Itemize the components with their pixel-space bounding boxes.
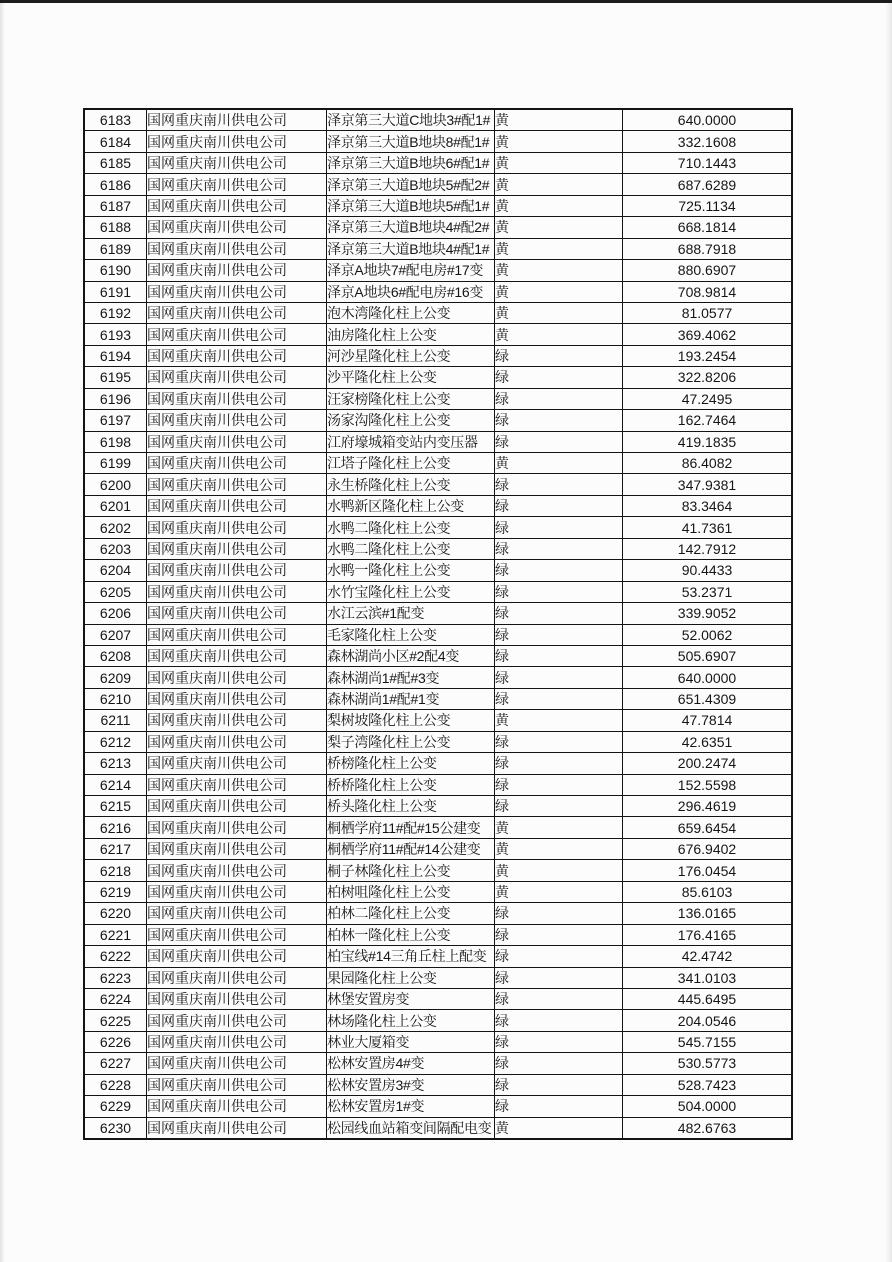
cell-status: 黄 (495, 881, 623, 902)
cell-station-name: 泽京第三大道B地块6#配1# (327, 152, 495, 173)
cell-value: 640.0000 (623, 667, 793, 688)
cell-row-number: 6184 (84, 131, 147, 152)
cell-station-name: 汤家沟隆化柱上公变 (327, 410, 495, 431)
table-row (84, 967, 792, 988)
cell-station-name: 梨树坡隆化柱上公变 (327, 710, 495, 731)
cell-value: 152.5598 (623, 774, 793, 795)
transformer-load-table (83, 108, 793, 1140)
cell-value: 369.4062 (623, 324, 793, 345)
table-row (84, 988, 792, 1009)
table-row (84, 688, 792, 709)
cell-row-number: 6193 (84, 324, 147, 345)
cell-station-name: 柏林一隆化柱上公变 (327, 924, 495, 945)
cell-value: 52.0062 (623, 624, 793, 645)
cell-status: 绿 (495, 431, 623, 452)
cell-station-name: 松林安置房1#变 (327, 1096, 495, 1117)
table-row (84, 109, 792, 131)
table-row (84, 174, 792, 195)
cell-value: 676.9402 (623, 838, 793, 859)
cell-value: 651.4309 (623, 688, 793, 709)
cell-station-name: 梨子湾隆化柱上公变 (327, 731, 495, 752)
cell-value: 528.7423 (623, 1074, 793, 1095)
cell-company: 国网重庆南川供电公司 (147, 624, 327, 645)
table-row (84, 345, 792, 366)
cell-status: 黄 (495, 1117, 623, 1139)
cell-station-name: 水鸭二隆化柱上公变 (327, 538, 495, 559)
cell-company: 国网重庆南川供电公司 (147, 667, 327, 688)
cell-company: 国网重庆南川供电公司 (147, 796, 327, 817)
cell-company: 国网重庆南川供电公司 (147, 688, 327, 709)
table-row (84, 581, 792, 602)
cell-company: 国网重庆南川供电公司 (147, 517, 327, 538)
cell-status: 绿 (495, 538, 623, 559)
cell-status: 黄 (495, 281, 623, 302)
table-row (84, 710, 792, 731)
cell-status: 黄 (495, 174, 623, 195)
cell-station-name: 柏林二隆化柱上公变 (327, 903, 495, 924)
table-row (84, 131, 792, 152)
cell-station-name: 泽京第三大道B地块8#配1# (327, 131, 495, 152)
cell-station-name: 油房隆化柱上公变 (327, 324, 495, 345)
cell-company: 国网重庆南川供电公司 (147, 174, 327, 195)
cell-value: 47.2495 (623, 388, 793, 409)
cell-status: 绿 (495, 988, 623, 1009)
cell-company: 国网重庆南川供电公司 (147, 238, 327, 259)
cell-station-name: 松林安置房3#变 (327, 1074, 495, 1095)
cell-status: 绿 (495, 1053, 623, 1074)
cell-value: 668.1814 (623, 217, 793, 238)
cell-station-name: 桐子林隆化柱上公变 (327, 860, 495, 881)
cell-station-name: 江府壕城箱变站内变压器 (327, 431, 495, 452)
table-row (84, 903, 792, 924)
cell-station-name: 泽京A地块7#配电房#17变 (327, 260, 495, 281)
cell-company: 国网重庆南川供电公司 (147, 217, 327, 238)
table-row (84, 946, 792, 967)
cell-company: 国网重庆南川供电公司 (147, 731, 327, 752)
cell-company: 国网重庆南川供电公司 (147, 345, 327, 366)
cell-row-number: 6222 (84, 946, 147, 967)
cell-station-name: 森林湖尚1#配#1变 (327, 688, 495, 709)
cell-value: 545.7155 (623, 1031, 793, 1052)
cell-row-number: 6203 (84, 538, 147, 559)
cell-row-number: 6212 (84, 731, 147, 752)
cell-value: 90.4433 (623, 560, 793, 581)
cell-row-number: 6211 (84, 710, 147, 731)
cell-company: 国网重庆南川供电公司 (147, 924, 327, 945)
table-row (84, 753, 792, 774)
table-row (84, 195, 792, 216)
cell-company: 国网重庆南川供电公司 (147, 495, 327, 516)
cell-status: 绿 (495, 581, 623, 602)
cell-company: 国网重庆南川供电公司 (147, 367, 327, 388)
cell-company: 国网重庆南川供电公司 (147, 710, 327, 731)
cell-status: 黄 (495, 860, 623, 881)
table-row (84, 860, 792, 881)
cell-company: 国网重庆南川供电公司 (147, 881, 327, 902)
cell-row-number: 6190 (84, 260, 147, 281)
cell-station-name: 泽京第三大道C地块3#配1# (327, 109, 495, 131)
cell-value: 505.6907 (623, 645, 793, 666)
cell-value: 42.4742 (623, 946, 793, 967)
cell-company: 国网重庆南川供电公司 (147, 302, 327, 323)
cell-station-name: 汪家榜隆化柱上公变 (327, 388, 495, 409)
cell-row-number: 6215 (84, 796, 147, 817)
cell-station-name: 泡木湾隆化柱上公变 (327, 302, 495, 323)
cell-value: 710.1443 (623, 152, 793, 173)
table-row (84, 881, 792, 902)
table-row (84, 667, 792, 688)
cell-company: 国网重庆南川供电公司 (147, 1117, 327, 1139)
page-right-edge-shadow (885, 0, 892, 1262)
table-row (84, 1096, 792, 1117)
cell-row-number: 6224 (84, 988, 147, 1009)
cell-status: 绿 (495, 903, 623, 924)
cell-value: 322.8206 (623, 367, 793, 388)
cell-status: 黄 (495, 195, 623, 216)
table-row (84, 260, 792, 281)
cell-station-name: 森林湖尚1#配#3变 (327, 667, 495, 688)
page-top-edge (0, 0, 892, 3)
cell-value: 504.0000 (623, 1096, 793, 1117)
cell-value: 688.7918 (623, 238, 793, 259)
table-row (84, 238, 792, 259)
cell-company: 国网重庆南川供电公司 (147, 860, 327, 881)
cell-row-number: 6192 (84, 302, 147, 323)
cell-station-name: 水鸭新区隆化柱上公变 (327, 495, 495, 516)
table-row (84, 924, 792, 945)
cell-row-number: 6229 (84, 1096, 147, 1117)
cell-value: 419.1835 (623, 431, 793, 452)
cell-station-name: 泽京A地块6#配电房#16变 (327, 281, 495, 302)
cell-value: 341.0103 (623, 967, 793, 988)
cell-row-number: 6230 (84, 1117, 147, 1139)
cell-status: 黄 (495, 453, 623, 474)
cell-row-number: 6227 (84, 1053, 147, 1074)
cell-row-number: 6198 (84, 431, 147, 452)
table-row (84, 538, 792, 559)
cell-value: 85.6103 (623, 881, 793, 902)
cell-value: 162.7464 (623, 410, 793, 431)
table-row (84, 603, 792, 624)
cell-status: 绿 (495, 731, 623, 752)
cell-station-name: 水竹宝隆化柱上公变 (327, 581, 495, 602)
cell-status: 绿 (495, 1031, 623, 1052)
cell-company: 国网重庆南川供电公司 (147, 946, 327, 967)
cell-row-number: 6219 (84, 881, 147, 902)
cell-status: 黄 (495, 217, 623, 238)
cell-status: 绿 (495, 688, 623, 709)
cell-status: 绿 (495, 753, 623, 774)
cell-company: 国网重庆南川供电公司 (147, 603, 327, 624)
cell-station-name: 果园隆化柱上公变 (327, 967, 495, 988)
cell-status: 绿 (495, 1096, 623, 1117)
cell-status: 黄 (495, 238, 623, 259)
cell-status: 绿 (495, 1074, 623, 1095)
cell-row-number: 6187 (84, 195, 147, 216)
table-row (84, 453, 792, 474)
cell-company: 国网重庆南川供电公司 (147, 152, 327, 173)
cell-value: 296.4619 (623, 796, 793, 817)
cell-row-number: 6199 (84, 453, 147, 474)
table-row (84, 796, 792, 817)
cell-station-name: 泽京第三大道B地块4#配2# (327, 217, 495, 238)
cell-company: 国网重庆南川供电公司 (147, 1053, 327, 1074)
table-row (84, 410, 792, 431)
cell-row-number: 6218 (84, 860, 147, 881)
cell-row-number: 6183 (84, 109, 147, 131)
cell-row-number: 6206 (84, 603, 147, 624)
cell-row-number: 6216 (84, 817, 147, 838)
cell-company: 国网重庆南川供电公司 (147, 817, 327, 838)
cell-company: 国网重庆南川供电公司 (147, 645, 327, 666)
cell-station-name: 柏宝线#14三角丘柱上配变 (327, 946, 495, 967)
cell-value: 530.5773 (623, 1053, 793, 1074)
cell-value: 332.1608 (623, 131, 793, 152)
cell-status: 黄 (495, 260, 623, 281)
cell-status: 绿 (495, 560, 623, 581)
cell-row-number: 6188 (84, 217, 147, 238)
cell-station-name: 柏树咀隆化柱上公变 (327, 881, 495, 902)
table-row (84, 1117, 792, 1139)
cell-status: 绿 (495, 967, 623, 988)
cell-status: 绿 (495, 410, 623, 431)
cell-status: 黄 (495, 324, 623, 345)
cell-company: 国网重庆南川供电公司 (147, 281, 327, 302)
cell-status: 绿 (495, 474, 623, 495)
cell-row-number: 6194 (84, 345, 147, 366)
table-row (84, 1010, 792, 1031)
cell-station-name: 松园线血站箱变间隔配电变 (327, 1117, 495, 1139)
cell-company: 国网重庆南川供电公司 (147, 1096, 327, 1117)
cell-status: 黄 (495, 817, 623, 838)
table-row (84, 281, 792, 302)
cell-company: 国网重庆南川供电公司 (147, 1031, 327, 1052)
cell-station-name: 水鸭二隆化柱上公变 (327, 517, 495, 538)
cell-company: 国网重庆南川供电公司 (147, 131, 327, 152)
cell-company: 国网重庆南川供电公司 (147, 474, 327, 495)
cell-value: 42.6351 (623, 731, 793, 752)
cell-company: 国网重庆南川供电公司 (147, 431, 327, 452)
cell-station-name: 林场隆化柱上公变 (327, 1010, 495, 1031)
table-row (84, 1074, 792, 1095)
cell-row-number: 6220 (84, 903, 147, 924)
table-row (84, 1031, 792, 1052)
cell-status: 绿 (495, 946, 623, 967)
cell-station-name: 泽京第三大道B地块5#配1# (327, 195, 495, 216)
cell-status: 黄 (495, 131, 623, 152)
cell-station-name: 河沙星隆化柱上公变 (327, 345, 495, 366)
cell-value: 687.6289 (623, 174, 793, 195)
table-row (84, 474, 792, 495)
cell-value: 81.0577 (623, 302, 793, 323)
cell-value: 176.0454 (623, 860, 793, 881)
cell-company: 国网重庆南川供电公司 (147, 1010, 327, 1031)
cell-value: 200.2474 (623, 753, 793, 774)
cell-station-name: 毛家隆化柱上公变 (327, 624, 495, 645)
cell-status: 绿 (495, 667, 623, 688)
cell-row-number: 6228 (84, 1074, 147, 1095)
cell-row-number: 6195 (84, 367, 147, 388)
cell-value: 347.9381 (623, 474, 793, 495)
table-row (84, 388, 792, 409)
cell-status: 黄 (495, 710, 623, 731)
cell-station-name: 林堡安置房变 (327, 988, 495, 1009)
cell-company: 国网重庆南川供电公司 (147, 324, 327, 345)
cell-station-name: 桥桥隆化柱上公变 (327, 774, 495, 795)
cell-status: 黄 (495, 109, 623, 131)
cell-status: 绿 (495, 367, 623, 388)
table-row (84, 1053, 792, 1074)
cell-company: 国网重庆南川供电公司 (147, 988, 327, 1009)
cell-row-number: 6205 (84, 581, 147, 602)
cell-station-name: 桐栖学府11#配#14公建变 (327, 838, 495, 859)
cell-station-name: 林业大厦箱变 (327, 1031, 495, 1052)
cell-value: 86.4082 (623, 453, 793, 474)
cell-station-name: 松林安置房4#变 (327, 1053, 495, 1074)
cell-value: 482.6763 (623, 1117, 793, 1139)
cell-value: 47.7814 (623, 710, 793, 731)
table-row (84, 217, 792, 238)
page-left-edge-shadow (0, 0, 5, 1262)
table-row (84, 324, 792, 345)
cell-value: 136.0165 (623, 903, 793, 924)
cell-station-name: 桥榜隆化柱上公变 (327, 753, 495, 774)
cell-company: 国网重庆南川供电公司 (147, 560, 327, 581)
cell-value: 725.1134 (623, 195, 793, 216)
cell-value: 204.0546 (623, 1010, 793, 1031)
table-row (84, 152, 792, 173)
cell-company: 国网重庆南川供电公司 (147, 967, 327, 988)
cell-company: 国网重庆南川供电公司 (147, 774, 327, 795)
cell-value: 142.7912 (623, 538, 793, 559)
cell-company: 国网重庆南川供电公司 (147, 538, 327, 559)
cell-row-number: 6185 (84, 152, 147, 173)
cell-company: 国网重庆南川供电公司 (147, 838, 327, 859)
cell-value: 708.9814 (623, 281, 793, 302)
table-row (84, 731, 792, 752)
cell-status: 黄 (495, 152, 623, 173)
cell-station-name: 泽京第三大道B地块4#配1# (327, 238, 495, 259)
cell-station-name: 永生桥隆化柱上公变 (327, 474, 495, 495)
cell-row-number: 6189 (84, 238, 147, 259)
cell-station-name: 水鸭一隆化柱上公变 (327, 560, 495, 581)
cell-row-number: 6191 (84, 281, 147, 302)
cell-status: 绿 (495, 774, 623, 795)
cell-value: 41.7361 (623, 517, 793, 538)
table-body (84, 109, 792, 1139)
cell-company: 国网重庆南川供电公司 (147, 1074, 327, 1095)
cell-value: 659.6454 (623, 817, 793, 838)
cell-value: 193.2454 (623, 345, 793, 366)
table-row (84, 624, 792, 645)
cell-company: 国网重庆南川供电公司 (147, 195, 327, 216)
cell-row-number: 6207 (84, 624, 147, 645)
cell-status: 绿 (495, 517, 623, 538)
cell-row-number: 6200 (84, 474, 147, 495)
cell-company: 国网重庆南川供电公司 (147, 581, 327, 602)
cell-company: 国网重庆南川供电公司 (147, 903, 327, 924)
cell-row-number: 6196 (84, 388, 147, 409)
cell-status: 绿 (495, 924, 623, 945)
table-row (84, 774, 792, 795)
table-row (84, 517, 792, 538)
cell-station-name: 桐栖学府11#配#15公建变 (327, 817, 495, 838)
cell-status: 绿 (495, 796, 623, 817)
cell-row-number: 6210 (84, 688, 147, 709)
cell-station-name: 泽京第三大道B地块5#配2# (327, 174, 495, 195)
cell-value: 339.9052 (623, 603, 793, 624)
cell-value: 53.2371 (623, 581, 793, 602)
table-row (84, 560, 792, 581)
cell-value: 640.0000 (623, 109, 793, 131)
cell-status: 绿 (495, 495, 623, 516)
cell-status: 绿 (495, 1010, 623, 1031)
cell-status: 绿 (495, 624, 623, 645)
cell-row-number: 6223 (84, 967, 147, 988)
cell-row-number: 6214 (84, 774, 147, 795)
cell-station-name: 桥头隆化柱上公变 (327, 796, 495, 817)
cell-value: 83.3464 (623, 495, 793, 516)
table-row (84, 431, 792, 452)
table-row (84, 367, 792, 388)
cell-row-number: 6217 (84, 838, 147, 859)
cell-station-name: 江塔子隆化柱上公变 (327, 453, 495, 474)
table-row (84, 645, 792, 666)
table-row (84, 495, 792, 516)
cell-row-number: 6208 (84, 645, 147, 666)
cell-status: 绿 (495, 603, 623, 624)
cell-row-number: 6209 (84, 667, 147, 688)
cell-row-number: 6201 (84, 495, 147, 516)
cell-value: 445.6495 (623, 988, 793, 1009)
cell-company: 国网重庆南川供电公司 (147, 753, 327, 774)
cell-company: 国网重庆南川供电公司 (147, 260, 327, 281)
cell-company: 国网重庆南川供电公司 (147, 109, 327, 131)
cell-row-number: 6226 (84, 1031, 147, 1052)
cell-row-number: 6204 (84, 560, 147, 581)
table-row (84, 817, 792, 838)
cell-row-number: 6202 (84, 517, 147, 538)
cell-row-number: 6221 (84, 924, 147, 945)
cell-station-name: 水江云滨#1配变 (327, 603, 495, 624)
table-row (84, 302, 792, 323)
cell-row-number: 6197 (84, 410, 147, 431)
cell-company: 国网重庆南川供电公司 (147, 388, 327, 409)
cell-station-name: 沙平隆化柱上公变 (327, 367, 495, 388)
cell-value: 880.6907 (623, 260, 793, 281)
cell-row-number: 6186 (84, 174, 147, 195)
cell-station-name: 森林湖尚小区#2配4变 (327, 645, 495, 666)
cell-row-number: 6225 (84, 1010, 147, 1031)
table-row (84, 838, 792, 859)
cell-status: 黄 (495, 838, 623, 859)
cell-status: 绿 (495, 645, 623, 666)
cell-value: 176.4165 (623, 924, 793, 945)
cell-company: 国网重庆南川供电公司 (147, 410, 327, 431)
cell-status: 绿 (495, 345, 623, 366)
cell-status: 绿 (495, 388, 623, 409)
cell-row-number: 6213 (84, 753, 147, 774)
cell-company: 国网重庆南川供电公司 (147, 453, 327, 474)
cell-status: 黄 (495, 302, 623, 323)
